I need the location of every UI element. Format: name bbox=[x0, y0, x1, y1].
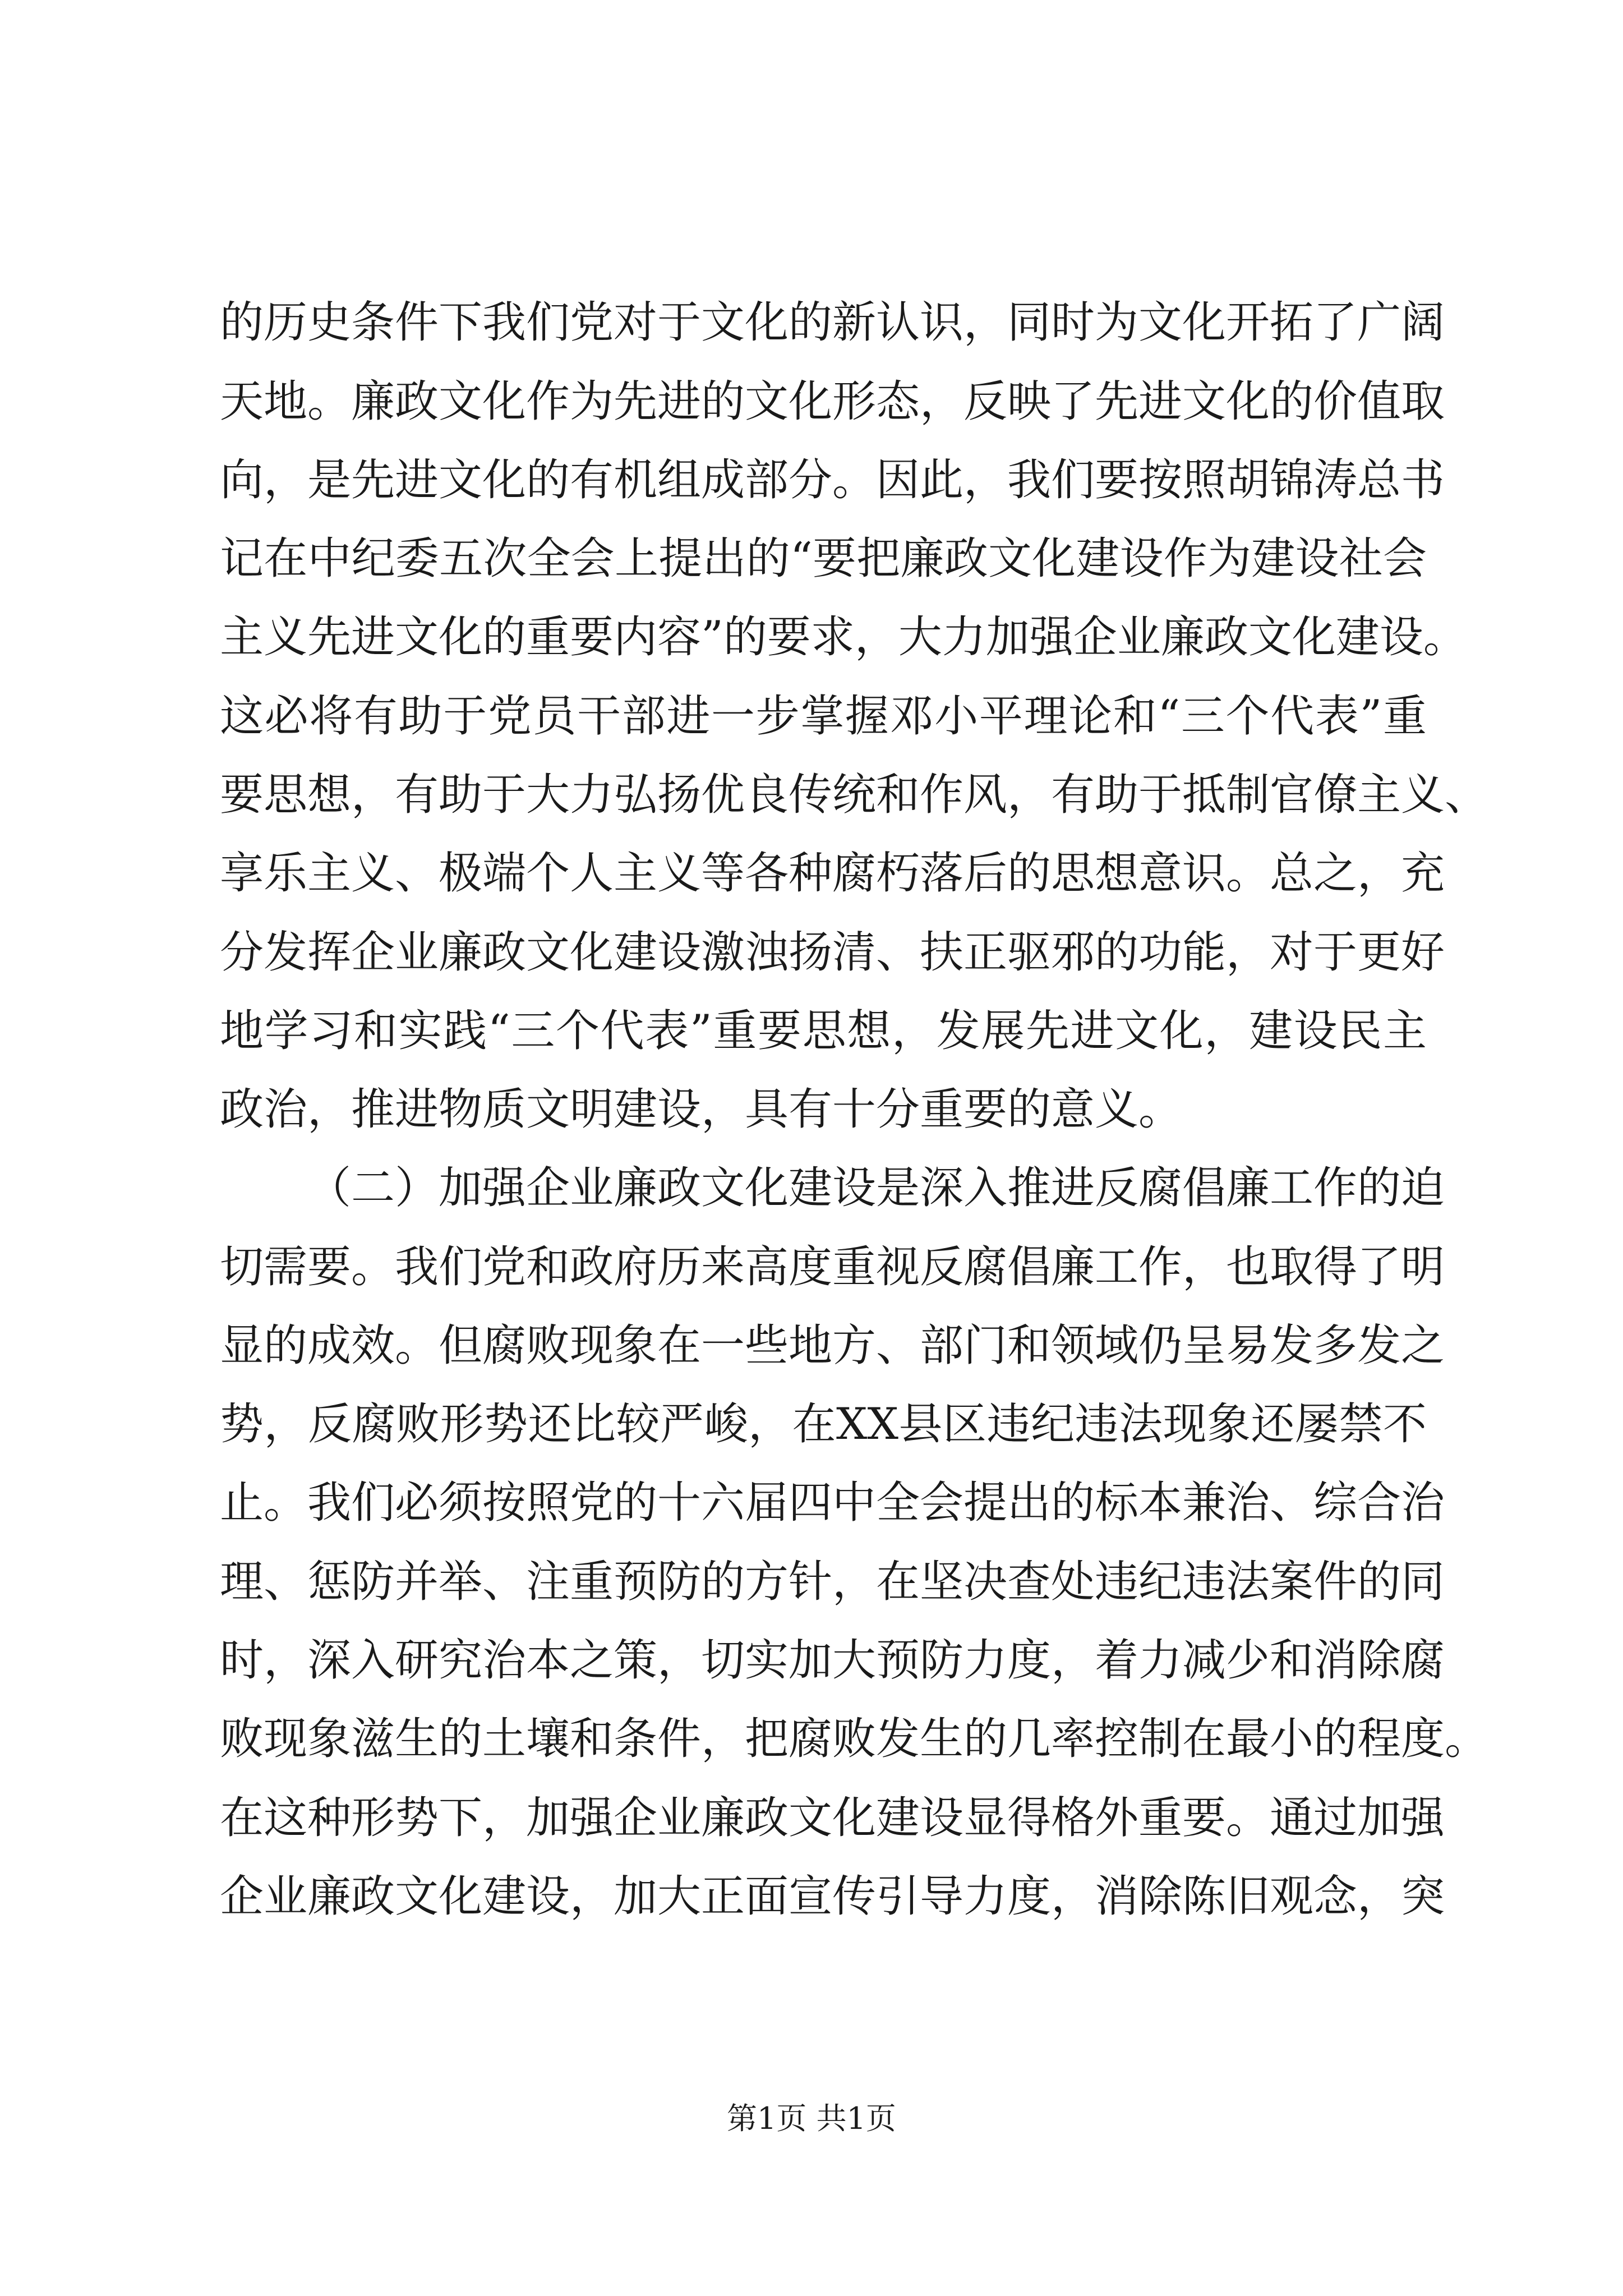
paragraph-line: 败现象滋生的土壤和条件，把腐败发生的几率控制在最小的程度。 bbox=[220, 1714, 1489, 1764]
paragraph-line: 向，是先进文化的有机组成部分。因此，我们要按照胡锦涛总书 bbox=[220, 455, 1445, 505]
paragraph-line: 要思想，有助于大力弘扬优良传统和作风，有助于抵制官僚主义、 bbox=[220, 770, 1489, 820]
paragraph-line: 切需要。我们党和政府历来高度重视反腐倡廉工作，也取得了明 bbox=[220, 1242, 1445, 1292]
page-footer: 第1页 共1页 bbox=[727, 2101, 896, 2136]
paragraph-line: 的历史条件下我们党对于文化的新认识，同时为文化开拓了广阔 bbox=[220, 297, 1445, 348]
paragraph-line: 享乐主义、极端个人主义等各种腐朽落后的思想意识。总之，充 bbox=[220, 848, 1445, 899]
paragraph-line: 天地。廉政文化作为先进的文化形态，反映了先进文化的价值取 bbox=[220, 376, 1445, 427]
paragraph-line: 企业廉政文化建设，加大正面宣传引导力度，消除陈旧观念，突 bbox=[220, 1871, 1445, 1922]
paragraph-line: 主义先进文化的重要内容”的要求，大力加强企业廉政文化建设。 bbox=[220, 612, 1467, 662]
paragraph-line: 显的成效。但腐败现象在一些地方、部门和领域仍呈易发多发之 bbox=[220, 1320, 1445, 1371]
paragraph-line: 势，反腐败形势还比较严峻，在XX县区违纪违法现象还屡禁不 bbox=[220, 1399, 1427, 1450]
paragraph-line: 理、惩防并举、注重预防的方针，在坚决查处违纪违法案件的同 bbox=[220, 1557, 1445, 1607]
paragraph-line: 在这种形势下，加强企业廉政文化建设显得格外重要。通过加强 bbox=[220, 1793, 1445, 1843]
paragraph-line: （二）加强企业廉政文化建设是深入推进反腐倡廉工作的迫 bbox=[307, 1163, 1445, 1213]
paragraph-line: 这必将有助于党员干部进一步掌握邓小平理论和“三个代表”重 bbox=[220, 691, 1427, 742]
paragraph-line: 止。我们必须按照党的十六届四中全会提出的标本兼治、综合治 bbox=[220, 1478, 1445, 1528]
paragraph-line: 政治，推进物质文明建设，具有十分重要的意义。 bbox=[220, 1084, 1183, 1135]
paragraph-line: 记在中纪委五次全会上提出的“要把廉政文化建设作为建设社会 bbox=[220, 533, 1427, 584]
paragraph-line: 时，深入研究治本之策，切实加大预防力度，着力减少和消除腐 bbox=[220, 1635, 1445, 1686]
paragraph-line: 地学习和实践“三个代表”重要思想，发展先进文化，建设民主 bbox=[220, 1006, 1427, 1056]
paragraph-line: 分发挥企业廉政文化建设激浊扬清、扶正驱邪的功能，对于更好 bbox=[220, 927, 1445, 978]
